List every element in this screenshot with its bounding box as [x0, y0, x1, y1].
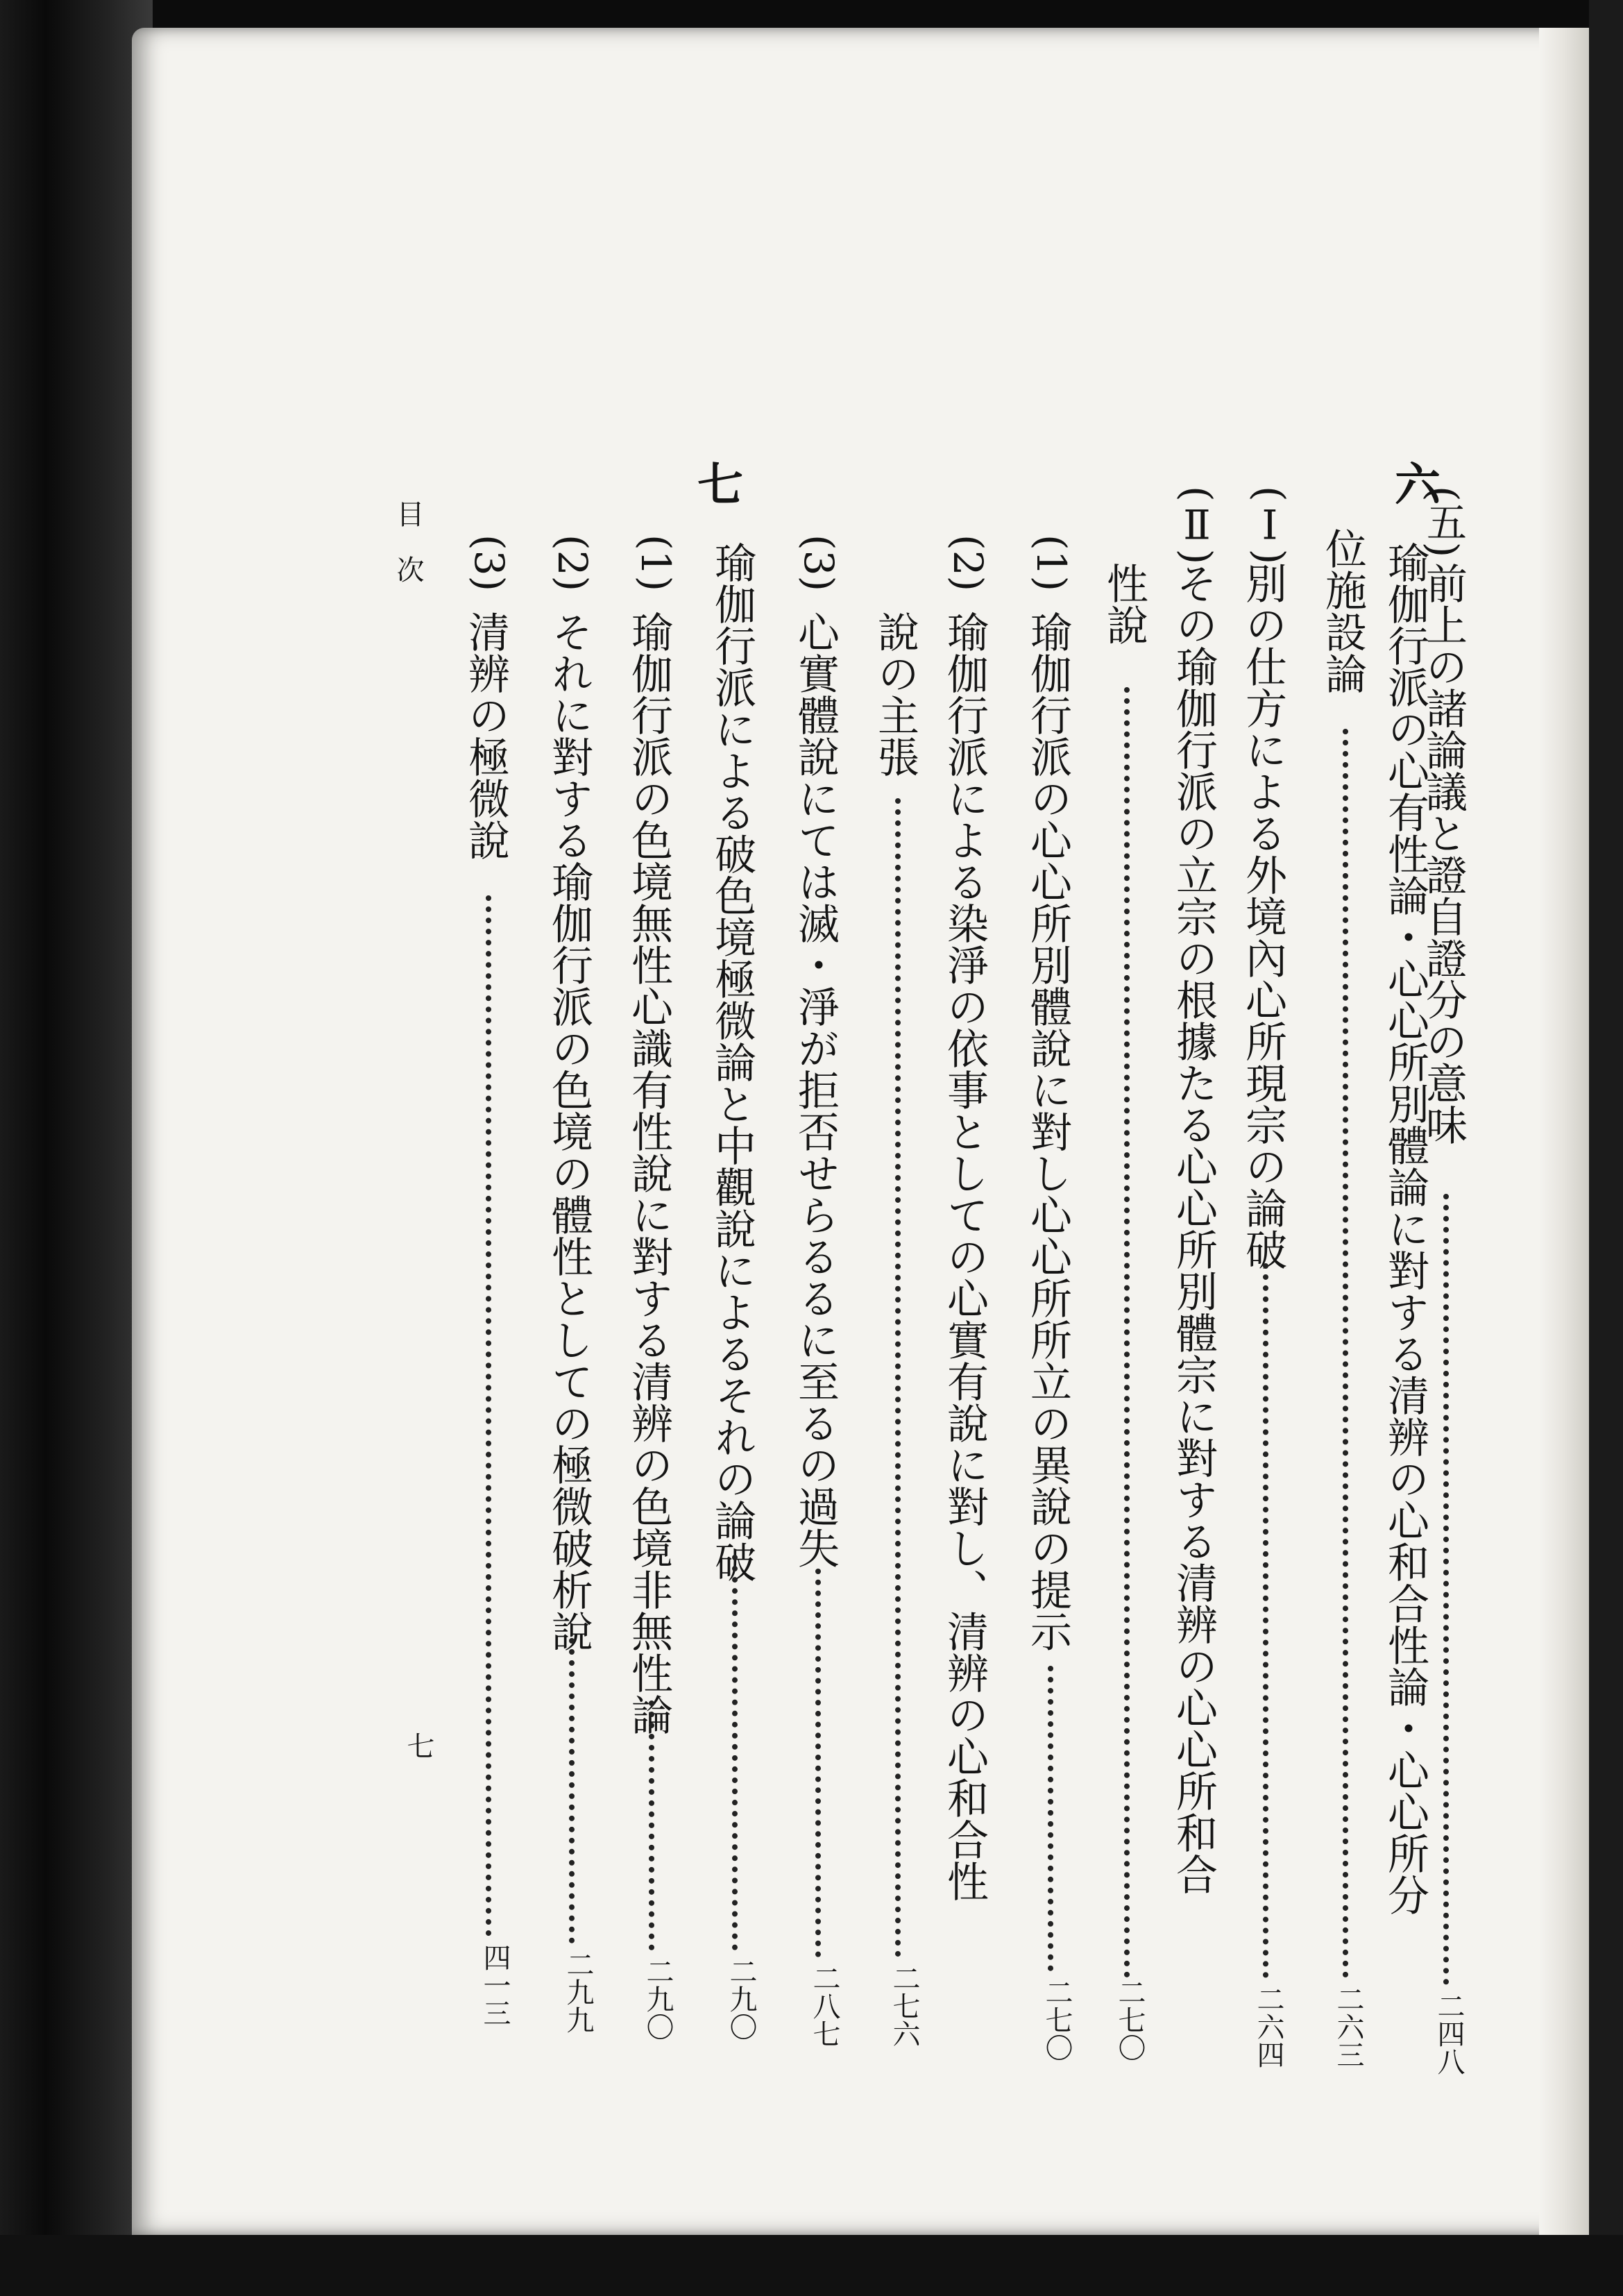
- toc-entry-title: 瑜伽行派の心心所別體說に對し心心所所立の異說の提示: [1023, 611, 1072, 1652]
- dot-leader: [649, 1700, 654, 1950]
- toc-page-number: 二九九: [562, 1950, 594, 2034]
- toc-page-number: 二九〇: [725, 1957, 757, 2041]
- running-header-page-number: 七: [402, 1732, 434, 1759]
- dot-leader: [815, 1569, 821, 1957]
- toc-entry-mark: (3): [795, 534, 842, 592]
- dot-leader: [1124, 687, 1130, 1978]
- toc-entry-title: その瑜伽行派の立宗の根據たる心心所別體宗に對する清辨の心心所和合: [1169, 562, 1218, 1895]
- toc-entry-title: 說の主張: [871, 611, 919, 777]
- toc-page-number: 二七〇: [1114, 1978, 1146, 2061]
- dot-leader: [1263, 1263, 1268, 1978]
- toc-entry-title: 性說: [1100, 562, 1148, 645]
- section-number: 七: [697, 457, 743, 512]
- dot-leader: [569, 1638, 575, 1943]
- toc-entry-title: 心實體說にては滅・淨が拒否せらるるに至るの過失: [791, 611, 840, 1569]
- dot-leader: [732, 1555, 738, 1950]
- dot-leader: [895, 798, 901, 1957]
- toc-entry-mark: (1): [1028, 534, 1075, 592]
- section-number: 六: [1395, 457, 1441, 512]
- toc-entry-mark: (3): [466, 534, 513, 592]
- page-edge: [1539, 28, 1589, 2235]
- scan-border-bottom: [0, 2235, 1623, 2296]
- toc-page-number: 二四八: [1433, 1992, 1465, 2075]
- toc-page-number: 二七六: [888, 1964, 920, 2048]
- dot-leader: [1343, 729, 1348, 1978]
- book-page: [132, 28, 1589, 2235]
- toc-entry-title: 瑜伽行派の心有性論・心心所別體論に對する清辨の心和合性論・心心所分: [1381, 541, 1429, 1916]
- running-header-label: 目 次: [392, 500, 424, 583]
- toc-entry-title: 瑜伽行派による染淨の依事としての心實有說に對し、清辨の心和合性: [940, 611, 989, 1902]
- toc-entry-title: 前上の諸論議と證自證分の意味: [1419, 562, 1468, 1145]
- toc-entry-mark: (2): [549, 534, 596, 592]
- toc-page-number: 二六三: [1332, 1985, 1364, 2068]
- toc-entry-mark: (2): [944, 534, 992, 592]
- toc-entry-mark: (Ⅱ): [1173, 486, 1221, 565]
- toc-entry-title: 位施設論: [1318, 527, 1367, 694]
- toc-entry-mark: (五): [1420, 486, 1467, 558]
- dot-leader: [486, 895, 491, 1936]
- dot-leader: [1048, 1666, 1053, 1971]
- scan-border-right: [1589, 0, 1623, 2296]
- toc-page-number: 二六四: [1252, 1985, 1284, 2068]
- toc-page-number: 二八七: [808, 1964, 840, 2048]
- book-spine-shadow: [0, 0, 153, 2296]
- toc-page-number: 二九〇: [642, 1957, 674, 2041]
- toc-entry-title: 別の仕方による外境內心所現宗の論破: [1239, 562, 1287, 1270]
- toc-entry-title: 清辨の極微說: [461, 611, 510, 861]
- toc-entry-mark: (Ⅰ): [1246, 486, 1293, 565]
- toc-page-number: 二七〇: [1041, 1978, 1073, 2061]
- toc-entry-title: 瑜伽行派の色境無性心識有性說に對する清辨の色境非無性論: [624, 611, 673, 1735]
- toc-entry-mark: (1): [632, 534, 679, 592]
- toc-entry-title: 瑜伽行派による破色境極微論と中觀說によるそれの論破: [708, 541, 756, 1582]
- toc-page-number: 四一三: [479, 1943, 511, 2027]
- toc-entry-title: それに對する瑜伽行派の色境の體性としての極微破析說: [545, 611, 593, 1652]
- dot-leader: [1443, 1194, 1449, 1985]
